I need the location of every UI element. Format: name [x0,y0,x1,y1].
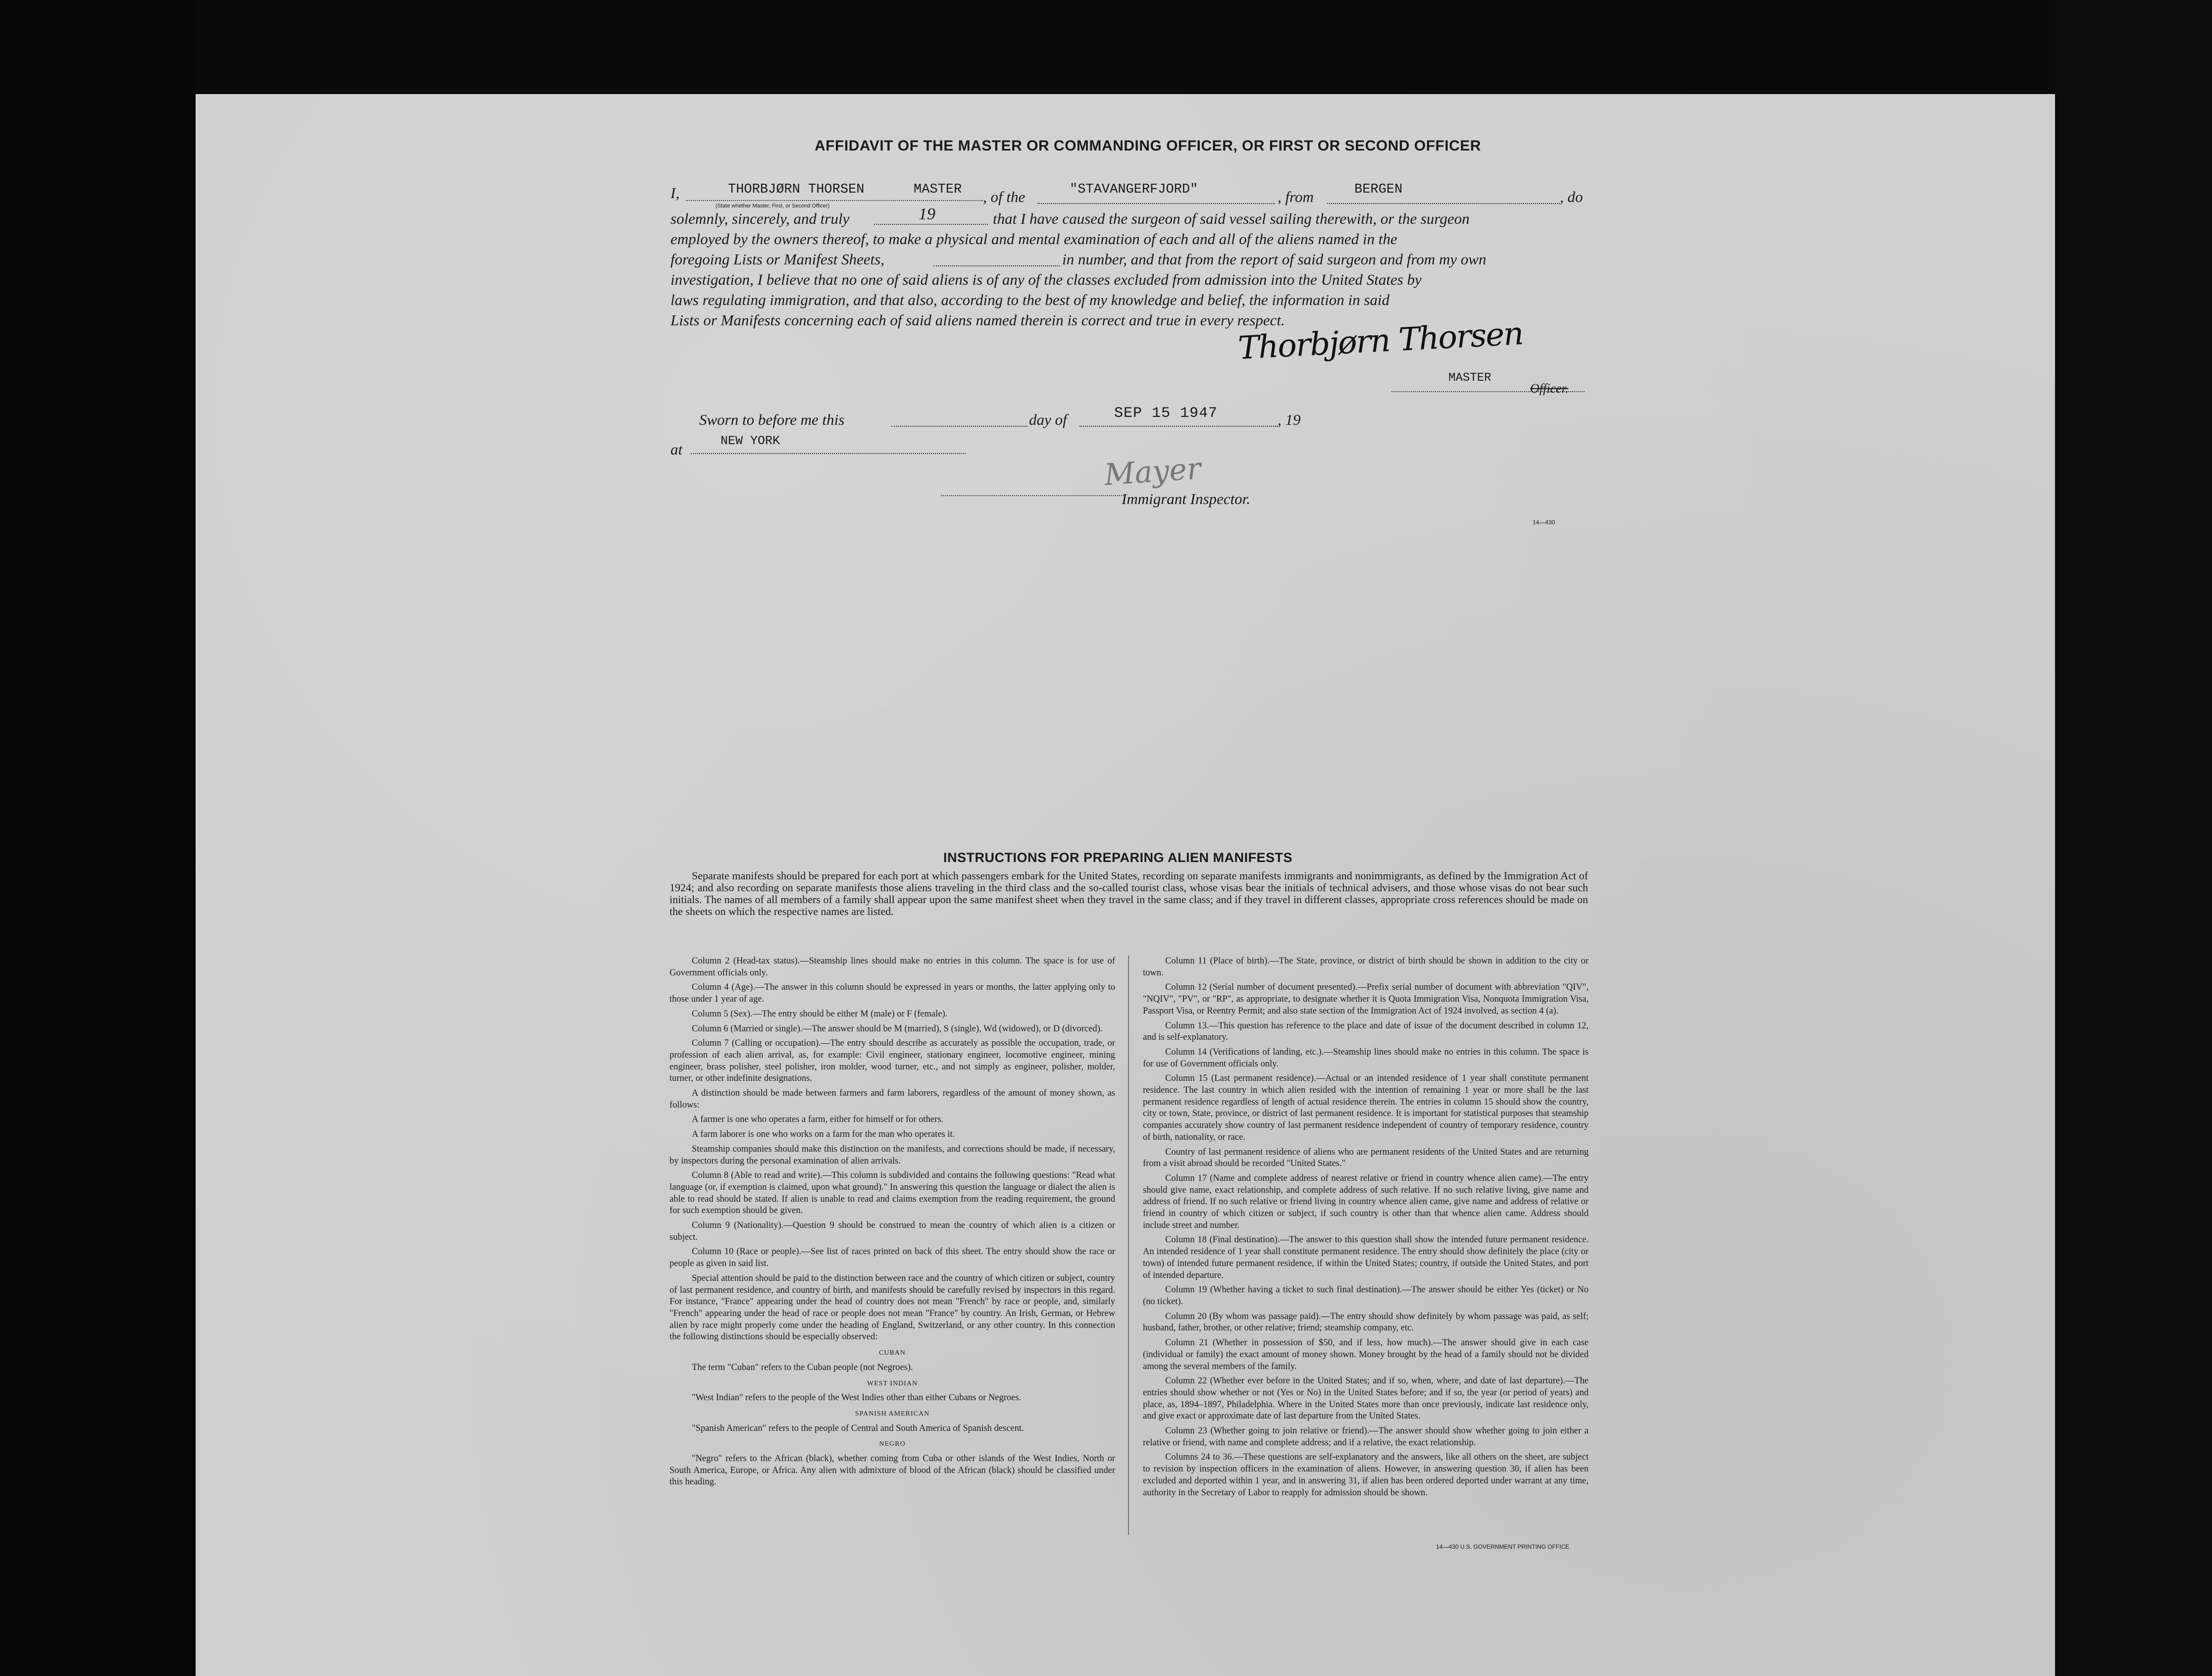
negro-heading: NEGRO [879,1440,906,1448]
cuban-text: The term "Cuban" refers to the Cuban people (not Negroes). [692,1362,913,1372]
master-signature: Thorbjørn Thorsen [1237,315,1524,367]
affidavit-line-5: investigation, I believe that no one of said aliens is of any of the classes excluded from admission into the United States by [670,271,1422,288]
instructions-title: INSTRUCTIONS FOR PREPARING ALIEN MANIFESTS [943,850,1293,865]
left-dark-margin [0,0,196,1676]
at-label: at [670,441,683,458]
vessel-name: "STAVANGERFJORD" [1070,182,1198,197]
signature-title: MASTER [1448,371,1492,385]
of-the-label: , of the [983,188,1026,205]
affidavit-line-3: employed by the owners thereof, to make a physical and mental examination of each and all of the aliens named in the [670,230,1397,248]
instruction-paragraph: Column 2 (Head-tax status).—Steamship lines should make no entries in this column. The space is for use of Government officials only. [669,956,1115,978]
spanish-american-heading: SPANISH AMERICAN [855,1410,930,1418]
name-line [686,200,983,201]
instruction-paragraph: A farm laborer is one who works on a farm for the man who operates it. [692,1129,955,1140]
instruction-paragraph: Column 14 (Verifications of landing, etc.).—Steamship lines should make no entries in this column. The space is for use of Government officials only. [1143,1047,1589,1069]
sworn-fill-line [874,224,988,225]
affidavit-line-2b: that I have caused the surgeon of said vessel sailing therewith, or the surgeon [993,210,1470,227]
instruction-paragraph: Column 8 (Able to read and write).—This column is subdivided and contains the following questions: "Read what language (or, if exemption is claimed, upon what ground)." In answering this question the language or dialect the alien is able to read should be stated. If alien is unable to read and claims exemption from the reading requirement, the ground for such exemption should be given. [669,1170,1115,1216]
instruction-paragraph: Column 22 (Whether ever before in the United States; and if so, when, where, and date of last departure).—The entries should show whether or not (Yes or No) in the United States before; and if so, the year (or period of years) and place, as, 1894–1897, Philadelphia. Where in the United States more than once previously, indicate last residence only, and give exact or approximate date of last departure from the United States. [1143,1376,1589,1422]
affidavit-line-6: laws regulating immigration, and that also, according to the best of my knowledge and belief, the information in said [670,291,1390,308]
inspector-line [941,495,1124,496]
spanish-american-text: "Spanish American" refers to the people of Central and South America of Spanish descent. [692,1423,1024,1433]
place-name: NEW YORK [720,434,780,448]
affidavit-line-7: Lists or Manifests concerning each of said aliens named therein is correct and true in every respect. [670,311,1285,329]
instruction-paragraph: Column 13.—This question has reference to the place and date of issue of the document described in column 12, and is self-explanatory. [1143,1020,1589,1043]
instructions-right-column [1143,956,1589,1502]
place-line [691,453,966,454]
instruction-paragraph: Column 11 (Place of birth).—The State, province, or district of birth should be shown in addition to the city or town. [1143,956,1589,978]
count-line [933,265,1060,266]
column-divider [1128,956,1129,1535]
west-indian-text: "West Indian" refers to the people of the West Indies other than either Cubans or Negroes. [692,1393,1022,1403]
form-number: 14—430 [1533,519,1555,526]
sworn-month-line [1080,426,1278,427]
instruction-paragraph: Column 17 (Name and complete address of nearest relative or friend in country whence alien came).—The entry should give name, exact relationship, and complete address of such relative. If no such relative living, give name and address of friend. If no such relative or friend living in country whence alien came, give name and address of relative or friend in country of which citizen or subject, if such country is other than that whence alien came. Address should include street and number. [1143,1173,1589,1230]
instruction-paragraph: Special attention should be paid to the distinction between race and the country of which citizen or subject, country of last permanent residence, and country of birth, and manifests should be carefully revised by inspectors in this regard. For instance, "France" appearing under the head of country does not mean "French" by race or people, and, similarly "French" appearing under the head of race or people does not mean "France" by country. An Irish, German, or Hebrew alien by race might properly come under the heading of England, Switzerland, or any other country. In this connection the following distinctions should be especially observed: [669,1273,1115,1342]
instructions-left-column [669,956,1115,1491]
instruction-paragraph: Column 19 (Whether having a ticket to such final destination).—The answer should be either Yes (ticket) or No (no ticket). [1143,1285,1589,1307]
sworn-day-line [891,426,1028,427]
west-indian-heading: WEST INDIAN [867,1379,918,1387]
inspector-label: Immigrant Inspector. [1122,490,1251,508]
port-line [1327,203,1560,204]
instruction-paragraph: Column 4 (Age).—The answer in this column should be expressed in years or months, the latter applying only to those under 1 year of age. [669,982,1115,1005]
affidavit-line-4a: foregoing Lists or Manifest Sheets, [670,251,884,268]
do-label: , do [1560,188,1583,205]
day-of-label: day of [1029,411,1067,428]
cuban-heading: CUBAN [878,1349,906,1357]
instruction-paragraph: Column 18 (Final destination).—The answer to this question shall show the intended future permanent residence. An intended residence of 1 year shall constitute permanent residence. The entry should show definitely the place (city or town) of intended future permanent residence, if within the United States; country, if outside the United States, and port of intended departure. [1143,1235,1589,1280]
negro-text: "Negro" refers to the African (black), whether coming from Cuba or other islands of the West Indies, North or South America, Europe, or Africa. Any alien with admixture of blood of the African (black) should be classified under this heading. [669,1454,1115,1487]
instruction-paragraph: A farmer is one who operates a farm, either for himself or for others. [692,1115,944,1125]
instruction-paragraph: Column 10 (Race or people).—See list of races printed on back of this sheet. The entry should show the race or people as given in said list. [669,1247,1115,1269]
i-label: I, [670,184,680,202]
instruction-paragraph: Steamship companies should make this distinction on the manifests, and corrections should be made, if necessary, by inspectors during the personal examination of alien arrivals. [669,1144,1115,1166]
instruction-paragraph: Column 6 (Married or single).—The answer should be M (married), S (single), Wd (widowed), or D (divorced). [692,1023,1103,1034]
instruction-paragraph: Country of last permanent residence of aliens who are permanent residents of the United States and are returning from a visit abroad should be recorded "United States." [1143,1147,1589,1169]
instruction-paragraph: Column 21 (Whether in possession of $50, and if less, how much).—The answer should give in each case (individual or family) the exact amount of money shown. Money brought by the head of a family should not be divided among the several members of the family. [1143,1338,1589,1371]
instruction-paragraph: Column 20 (By whom was passage paid).—The entry should show definitely by whom passage was paid, as self; husband, father, brother, or other relative; friend; steamship company, etc. [1143,1311,1589,1333]
rank-field: MASTER [914,182,962,197]
from-label: , from [1278,188,1314,205]
intro-paragraph: Separate manifests should be prepared for each port at which passengers embark for the United States, recording on separate manifests immigrants and nonimmigrants, as defined by the Immigration Act of 1924; and also recording on separate manifests those aliens traveling in the third class and the so-called tourist class, whose visas bear the initials of technical advisers, and those whose visas do not bear such initials. The names of all members of a family shall appear upon the same manifest sheet when they travel in the same class; and if they travel in different classes, appropriate cross references should be made on the sheets on which the respective names are listed. [669,869,1588,917]
instructions-intro [669,870,1588,917]
instruction-paragraph: Column 23 (Whether going to join relative or friend).—The answer should show whether going to join either a relative or friend, with name and complete address; and if a relative, the exact relationship. [1143,1426,1589,1448]
instruction-paragraph: A distinction should be made between farmers and farm laborers, regardless of the amount of money shown, as follows: [669,1088,1115,1110]
vessel-line [1037,203,1275,204]
affidavit-line-2a: solemnly, sincerely, and truly [670,210,850,227]
instruction-paragraph: Column 9 (Nationality).—Question 9 should be construed to mean the country of which alien is a citizen or subject. [669,1220,1115,1242]
instruction-paragraph: Column 5 (Sex).—The entry should be either M (male) or F (female). [692,1009,948,1019]
year-prefix: , 19 [1278,411,1301,428]
master-name: THORBJØRN THORSEN [728,182,865,197]
sworn-date: SEP 15 1947 [1114,405,1218,422]
port-name: BERGEN [1354,182,1403,197]
sworn-fill: 19 [919,205,935,223]
affidavit-line-4b: in number, and that from the report of said surgeon and from my own [1062,251,1487,268]
sworn-label: Sworn to before me this [699,411,845,428]
instruction-paragraph: Columns 24 to 36.—These questions are self-explanatory and the answers, like all others on the sheet, are subject to revision by inspection officers in the examination of aliens. However, in answering question 30, if alien has been excluded and deported within 1 year, and in answering 31, if alien has been ordered deported under warrant at any time, authority in the Secretary of Labor to reapply for admission should be shown. [1143,1452,1589,1498]
instruction-paragraph: Column 12 (Serial number of document presented).—Prefix serial number of document with abbreviation "QIV", "NQIV", "PV", or "RP", as appropriate, to designate whether it is Quota Immigration Visa, Nonquota Immigration Visa, Passport Visa, or Reentry Permit; and also state section of the Immigration Act of 1924 involved, as section 4 (a). [1143,982,1589,1016]
inspector-signature: Mayer [1103,451,1202,493]
right-dark-margin [2055,0,2212,1676]
officer-label: Officer. [1530,381,1569,396]
affidavit-title: AFFIDAVIT OF THE MASTER OR COMMANDING OFFICER, OR FIRST OR SECOND OFFICER [815,138,1481,154]
instruction-paragraph: Column 15 (Last permanent residence).—Actual or an intended residence of 1 year shall constitute permanent residence. The last country in which alien resided with the intention of remaining 1 year or more shall be the last permanent residence regardless of length of actual residence therein. The entries in column 15 should show the country, city or town, State, province, or district of last permanent residence. It is important for statistical purposes that steamship companies accurately show country of last permanent residence independent of country of temporary residence, country of birth, nationality, or race. [1143,1073,1589,1142]
rank-note: (State whether Master, First, or Second Officer) [716,203,830,209]
instruction-paragraph: Column 7 (Calling or occupation).—The entry should describe as accurately as possible the occupation, trade, or profession of each alien arrival, as, for example: Civil engineer, stationary engineer, locomotive engineer, mining engineer, brass polisher, steel polisher, iron molder, wood turner, etc., and not simply as engineer, polisher, molder, turner, or other indefinite designations. [669,1038,1115,1084]
printing-office-note: 14—430 U.S. GOVERNMENT PRINTING OFFICE [1436,1543,1570,1550]
